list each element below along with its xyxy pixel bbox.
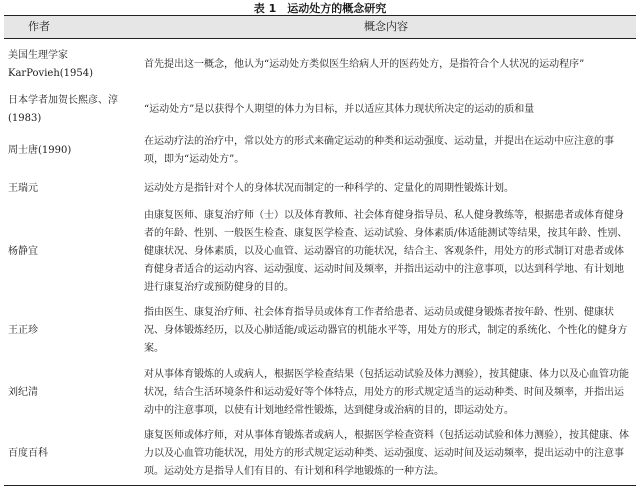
author-cell: 王瑞元 — [8, 182, 38, 194]
content-cell: “运动处方”是以获得个人期望的体力为目标，并以适应其体力现状所决定的运动的质和量 — [144, 103, 535, 115]
table-row — [4, 129, 636, 174]
table-row — [4, 424, 636, 486]
concept-table — [4, 15, 636, 486]
author-cell: 美国生理学家KarPovieh(1954) — [8, 49, 94, 79]
author-cell: 百度百科 — [4, 424, 136, 486]
content-cell: 由康复医师、康复治疗师（士）以及体育教师、社会体育健身指导员、私人健身教练等，根据患者或体育健身者的年龄、性别、一般医生检查、康复医学检查、运动试验、身体素质/体适能测试等结果，按其年龄、性别、健康状况、身体素质，以及心血管、运动器官的功能状况，结合主、客观条件，用处方的形式制订对患者或体育健身者适合的运动内容、运动强度、运动时间及频率，并指出运动中的注意事项，以达到科学地、有计划地进行康复治疗或预防健身的目的。 — [144, 209, 628, 293]
table-caption: 表 1 运动处方的概念研究 — [253, 2, 387, 15]
content-cell: 首先提出这一概念，他认为“运动处方类似医生给病人开的医药处方，是指符合个人状况的运动程序” — [144, 58, 585, 70]
table-row — [4, 362, 636, 424]
author-cell: 刘纪清 — [8, 386, 38, 398]
author-cell: 杨静宜 — [8, 245, 38, 257]
content-cell: 康复医师或体疗师，对从事体育锻炼者或病人，根据医学检查资料（包括运动试验和体力测验），按其健康、体力以及心血管功能状况，用处方的形式规定运动种类、运动强度、运动时间及运动频率，提出运动中的注意事项。运动处方是指导人们有目的、有计划和科学地锻炼的一种方法。 — [136, 424, 636, 486]
header-author: 作者 — [4, 16, 136, 39]
table-header-row — [4, 16, 636, 39]
content-cell: 在运动疗法的治疗中，常以处方的形式来确定运动的种类和运动强度、运动量，并提出在运动中应注意的事项，即为“运动处方”。 — [144, 136, 614, 165]
table-row — [4, 39, 636, 91]
author-cell: 日本学者加贺长熙彦、淳(1983) — [8, 94, 118, 124]
table-row — [4, 174, 636, 204]
table-row — [4, 91, 636, 129]
author-cell: 周士唐(1990) — [8, 145, 72, 156]
content-cell: 对从事体育锻炼的人或病人，根据医学检查结果（包括运动试验及体力测验），按其健康、体力以及心血管功能状况，结合生活环境条件和运动爱好等个体特点，用处方的形式规定适当的运动种类、时间及频率，并指出运动中的注意事项，以使有计划地经常性锻炼，达到健身或治病的目的，即运动处方。 — [144, 368, 629, 416]
table-row — [4, 300, 636, 362]
table-row — [4, 204, 636, 300]
author-cell: 王正珍 — [8, 324, 38, 336]
content-cell: 指由医生、康复治疗师、社会体育指导员或体育工作者给患者、运动员或健身锻炼者按年龄、性别、健康状况、身体锻炼经历，以及心肺适能/或运动器官的机能水平等，用处方的形式，制定的系统化、个性化的健身方案。 — [144, 306, 628, 354]
content-cell: 运动处方是指针对个人的身体状况而制定的一种科学的、定量化的周期性锻炼计划。 — [144, 182, 514, 194]
header-content: 概念内容 — [136, 16, 636, 39]
